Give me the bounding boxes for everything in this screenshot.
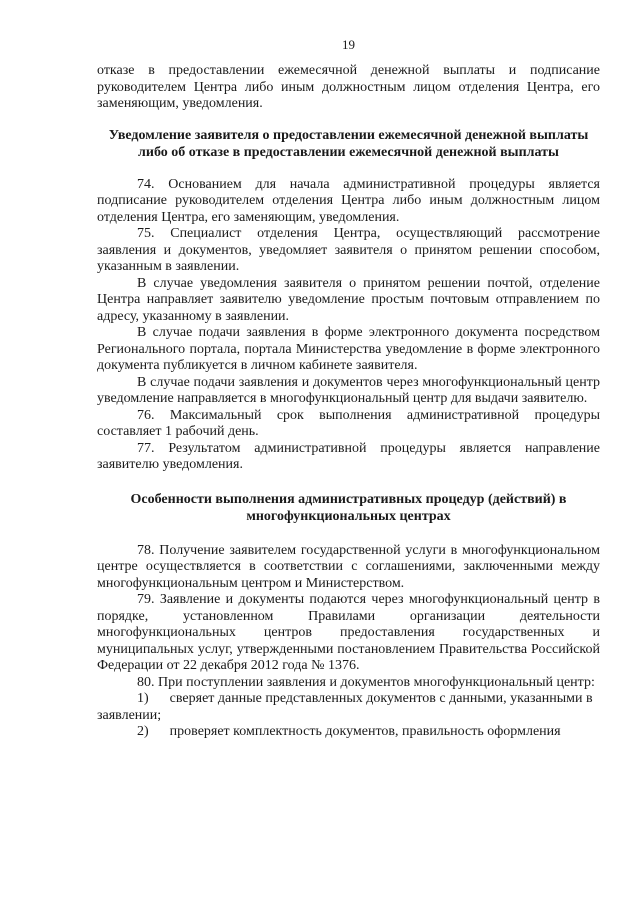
paragraph-electronic-notice: В случае подачи заявления в форме электронного документа посредством Регионального портала, портала Министерства уведомление в форме электронного документа публикуется в личном кабинете заявителя.: [97, 325, 600, 373]
list-item-1: [97, 691, 600, 724]
page-number: 19: [342, 37, 355, 52]
paragraph-76: 76. Максимальный срок выполнения административной процедуры составляет 1 рабочий день.: [97, 407, 600, 439]
paragraph-79: 79. Заявление и документы подаются через многофункциональный центр в порядке, установленном Правилами организации деятельности многофункциональных центров предоставления государственных и муниципальных услуг, утвержденными постановлением Правительства Российской Федерации от 22 декабря 2012 года № 1376.: [97, 592, 600, 673]
continuation-paragraph: отказе в предоставлении ежемесячной денежной выплаты и подписание руководителем Центра либо иным должностным лицом отделения Центра, его заменяющим, уведомления.: [97, 63, 600, 111]
paragraph-78: 78. Получение заявителем государственной услуги в многофункциональном центре осуществляется в соответствии с соглашениями, заключенными между многофункциональным центром и Министерством.: [97, 542, 600, 591]
paragraph-75: 75. Специалист отделения Центра, осуществляющий рассмотрение заявления и документов, уведомляет заявителя о принятом решении способом, указанным в заявлении.: [97, 226, 600, 274]
section-heading-notification: Уведомление заявителя о предоставлении ежемесячной денежной выплаты либо об отказе в предоставлении ежемесячной денежной выплаты: [108, 127, 589, 160]
list-item-2: [97, 724, 600, 741]
list-item-number: 1): [137, 691, 149, 706]
list-item-number: 2): [137, 724, 149, 739]
section-heading-mfc: Особенности выполнения административных процедур (действий) в многофункциональных центрах: [130, 491, 567, 524]
list-item-text: проверяет комплектность документов, правильность оформления: [169, 724, 561, 739]
list-item-text: сверяет данные представленных документов с данными, указанными в заявлении;: [97, 691, 593, 723]
paragraph-mail-notice: В случае уведомления заявителя о принятом решении почтой, отделение Центра направляет заявителю уведомление простым почтовым отправлением по адресу, указанному в заявлении.: [97, 275, 600, 324]
document-page: [97, 0, 600, 905]
paragraph-77: 77. Результатом административной процедуры является направление заявителю уведомления.: [97, 440, 600, 472]
document-body: [97, 63, 600, 741]
paragraph-80: 80. При поступлении заявления и документов многофункциональный центр:: [137, 674, 595, 690]
paragraph-74: 74. Основанием для начала административной процедуры является подписание руководителем отделения Центра либо иным должностным лицом отделения Центра, его заменяющим, уведомления.: [97, 176, 600, 225]
paragraph-mfc-notice: В случае подачи заявления и документов через многофункциональный центр уведомление направляется в многофункциональный центр для выдачи заявителю.: [97, 374, 600, 406]
